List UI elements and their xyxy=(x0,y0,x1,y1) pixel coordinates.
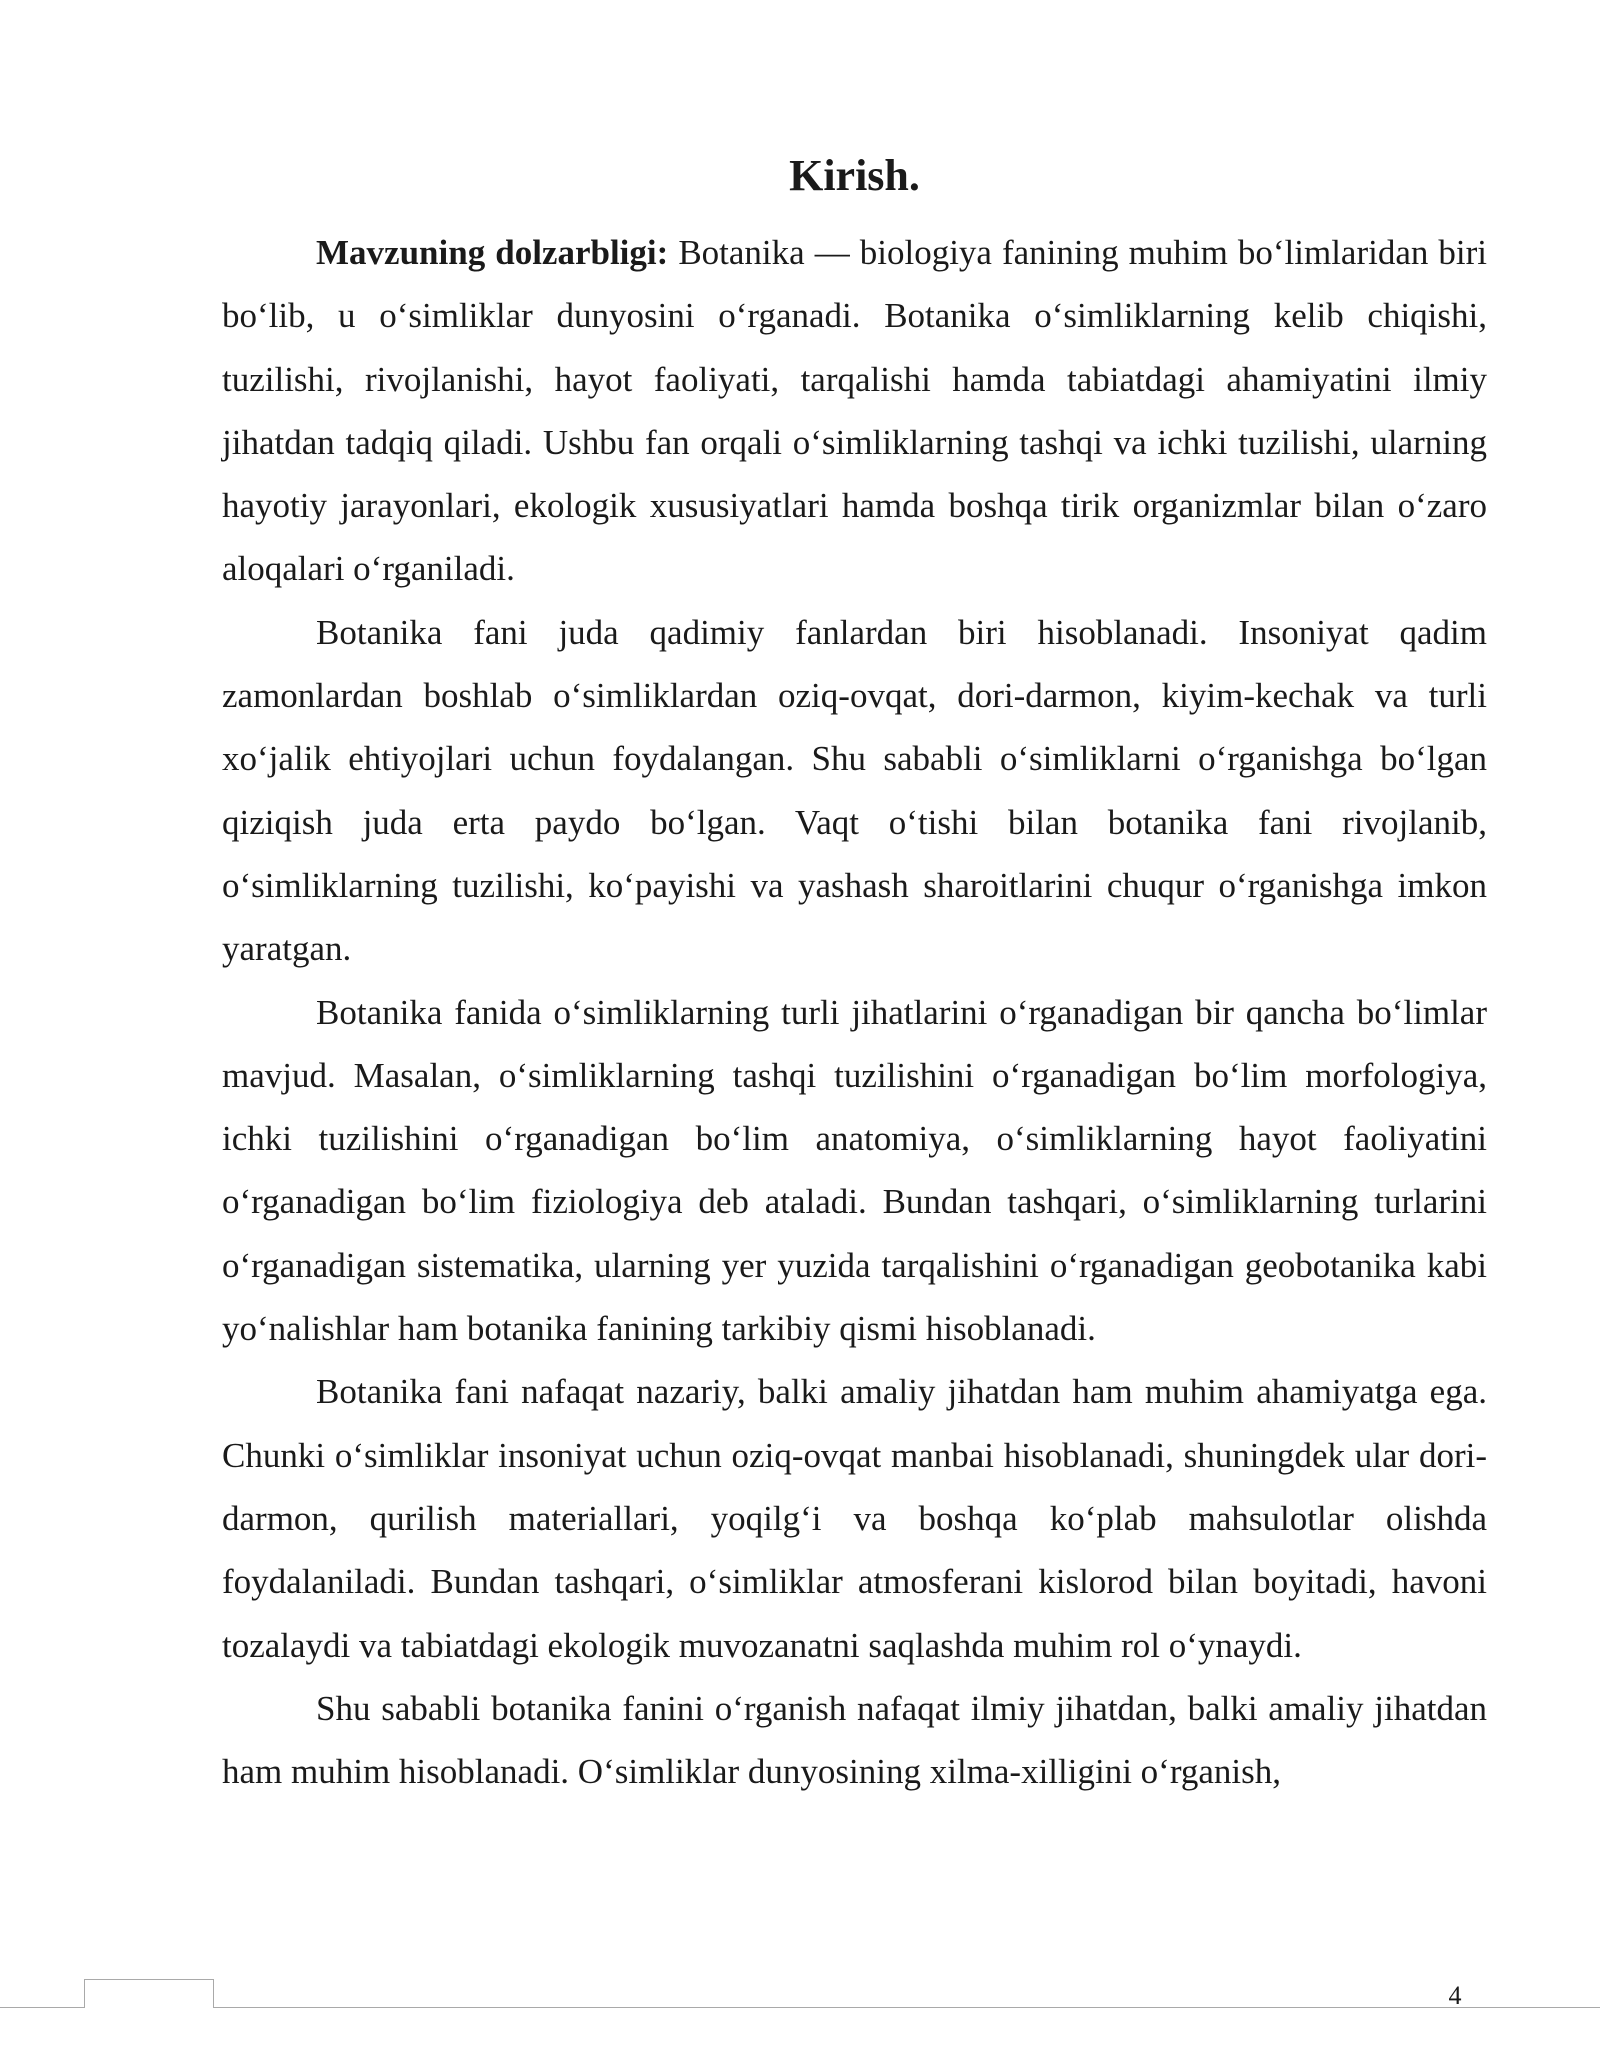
footer-divider xyxy=(0,2007,1600,2008)
paragraph-relevance xyxy=(222,221,1487,601)
relevance-label: Mavzuning dolzarbligi: xyxy=(316,233,669,272)
paragraph-text: Botanika — biologiya fanining muhim bo‘limlaridan biri bo‘lib, u o‘simliklar dunyosini o‘rganadi. Botanika o‘simliklarning kelib chiqishi, tuzilishi, rivojlanishi, hayot faoliyati, tarqalishi hamda tabiatdagi ahamiyatini ilmiy jihatdan tadqiq qiladi. Ushbu fan orqali o‘simliklarning tashqi va ichki tuzilishi, ularning hayotiy jarayonlari, ekologik xususiyatlari hamda boshqa tirik organizmlar bilan o‘zaro aloqalari o‘rganiladi. xyxy=(222,233,1487,589)
paragraph-importance: Botanika fani nafaqat nazariy, balki amaliy jihatdan ham muhim ahamiyatga ega. Chunki o‘simliklar insoniyat uchun oziq-ovqat manbai hisoblanadi, shuningdek ular dori-darmon, qurilish materiallari, yoqilg‘i va boshqa ko‘plab mahsulotlar olishda foydalaniladi. Bundan tashqari, o‘simliklar atmosferani kislorod bilan boyitadi, havoni tozalaydi va tabiatdagi ekologik muvozanatni saqlashda muhim rol o‘ynaydi. xyxy=(222,1372,1487,1665)
footer-tab-decoration xyxy=(84,1979,214,2008)
paragraph-history: Botanika fani juda qadimiy fanlardan biri hisoblanadi. Insoniyat qadim zamonlardan boshlab o‘simliklardan oziq-ovqat, dori-darmon, kiyim-kechak va turli xo‘jalik ehtiyojlari uchun foydalangan. Shu sababli o‘simliklarni o‘rganishga bo‘lgan qiziqish juda erta paydo bo‘lgan. Vaqt o‘tishi bilan botanika fani rivojlanib, o‘simliklarning tuzilishi, ko‘payishi va yashash sharoitlarini chuqur o‘rganishga imkon yaratgan. xyxy=(222,612,1487,969)
page-number: 4 xyxy=(1448,1981,1462,2010)
page-title: Kirish. xyxy=(789,151,920,200)
document-body xyxy=(222,221,1487,1803)
paragraph-branches: Botanika fanida o‘simliklarning turli jihatlarini o‘rganadigan bir qancha bo‘limlar mavjud. Masalan, o‘simliklarning tashqi tuzilishini o‘rganadigan bo‘lim morfologiya, ichki tuzilishini o‘rganadigan bo‘lim anatomiya, o‘simliklarning hayot faoliyatini o‘rganadigan bo‘lim fiziologiya deb ataladi. Bundan tashqari, o‘simliklarning turlarini o‘rganadigan sistematika, ularning yer yuzida tarqalishini o‘rganadigan geobotanika kabi yo‘nalishlar ham botanika fanining tarkibiy qismi hisoblanadi. xyxy=(222,992,1487,1349)
paragraph-conclusion: Shu sababli botanika fanini o‘rganish nafaqat ilmiy jihatdan, balki amaliy jihatdan ham muhim hisoblanadi. O‘simliklar dunyosining xilma-xilligini o‘rganish, xyxy=(222,1688,1487,1792)
